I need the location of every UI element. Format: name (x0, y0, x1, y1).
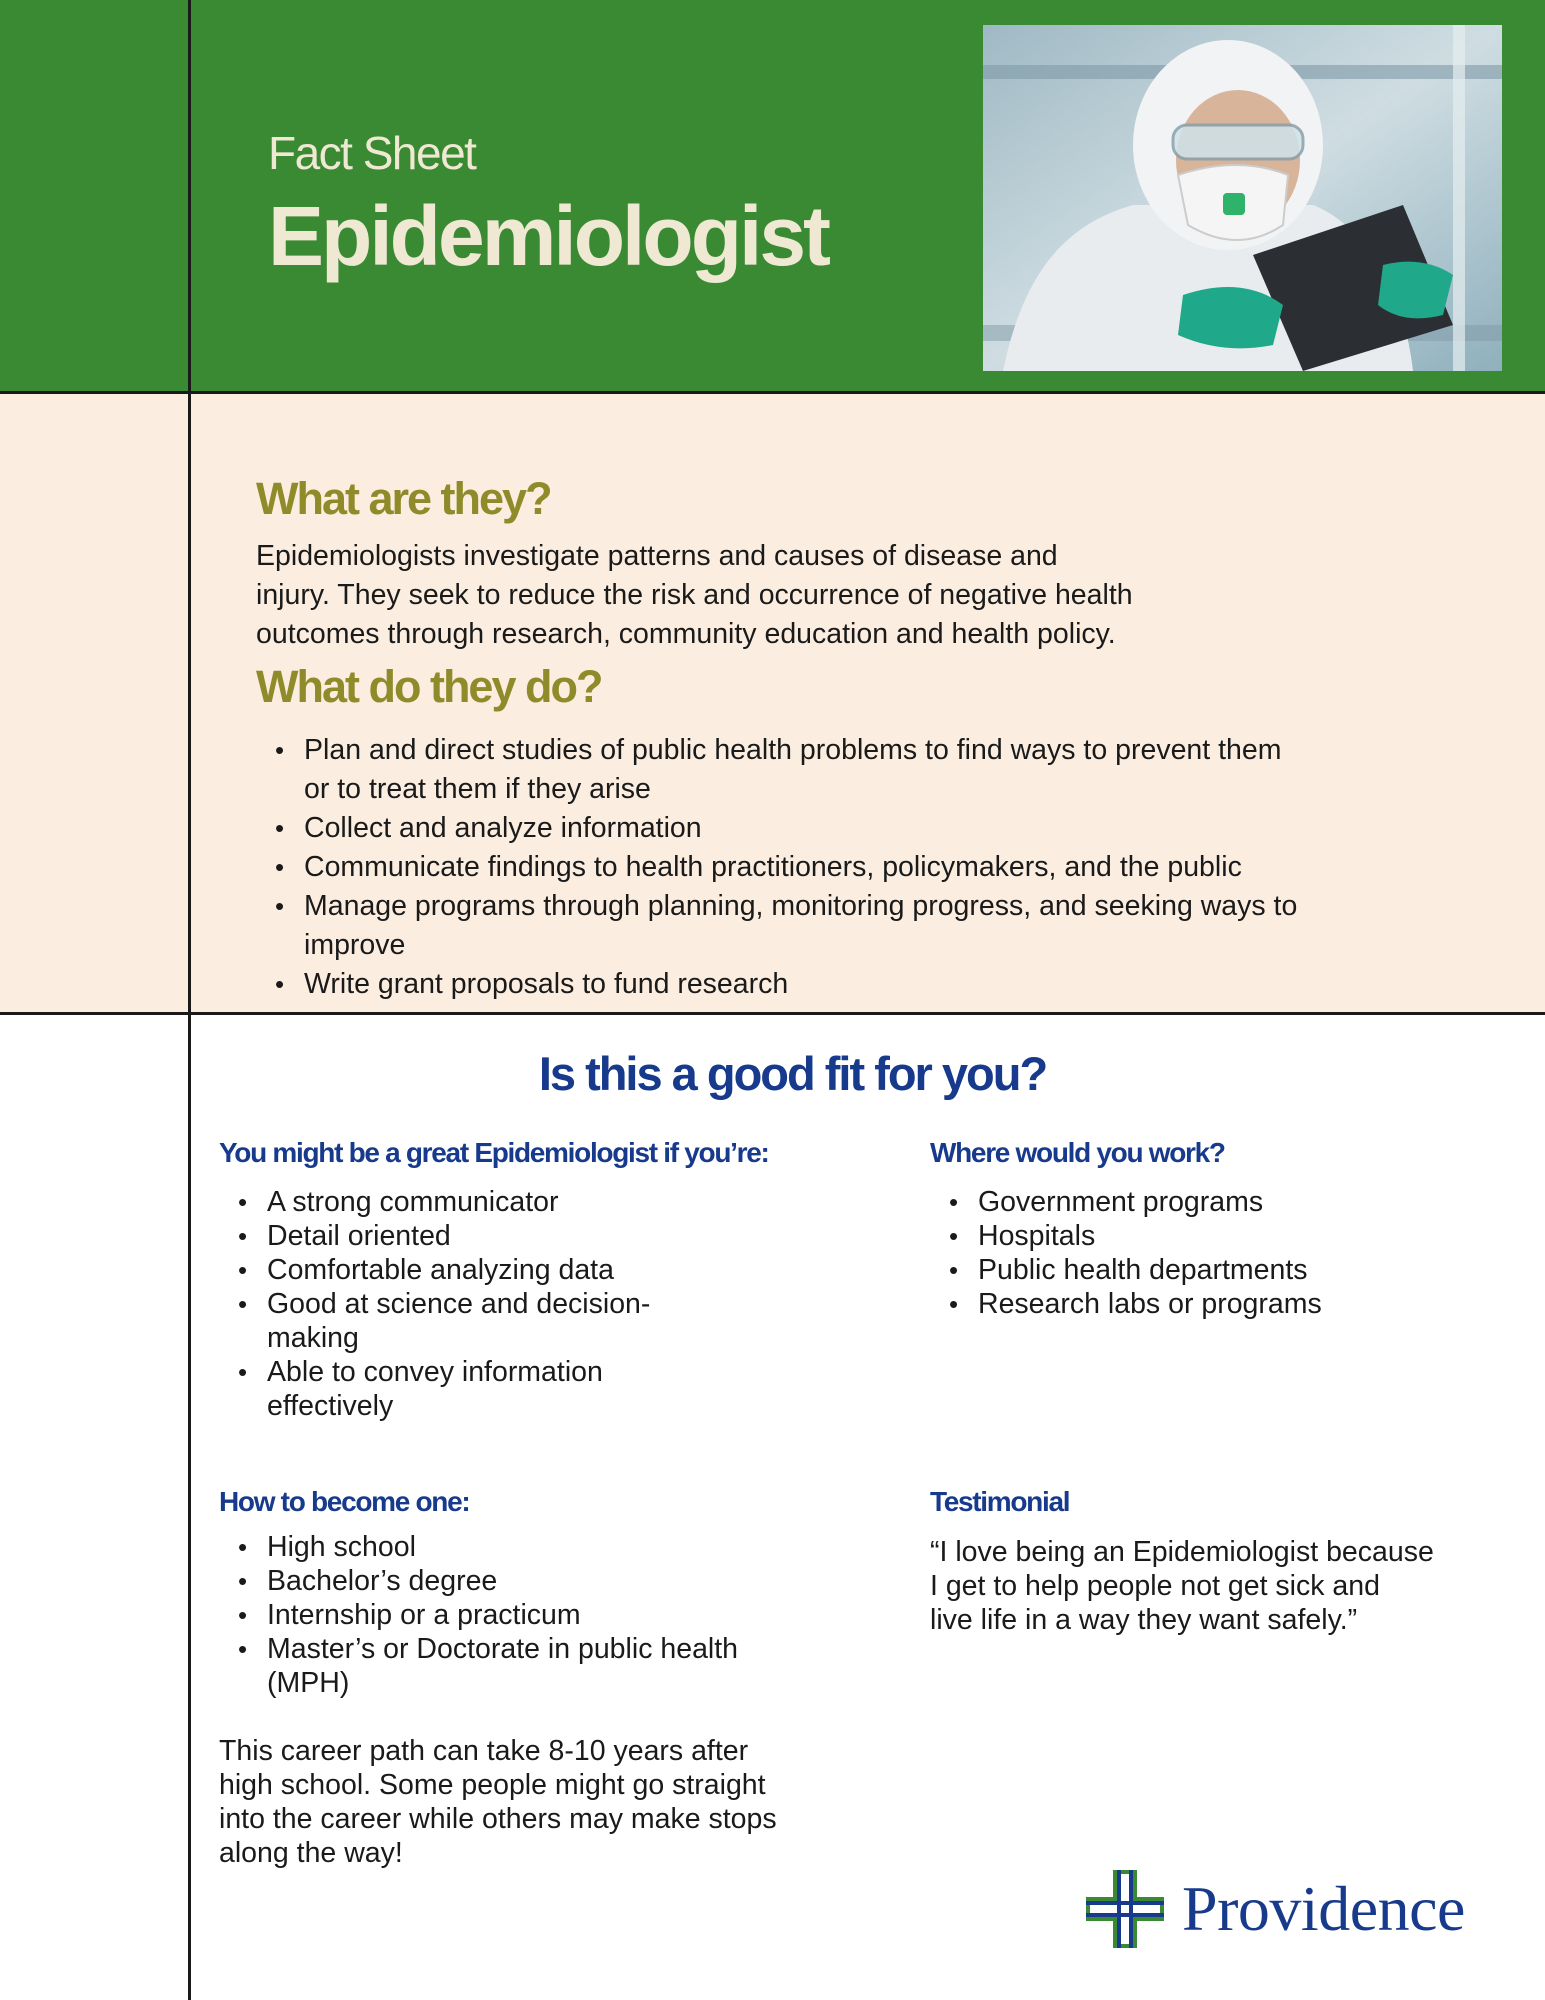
list-item (238, 1287, 747, 1355)
bullet-icon: • (275, 735, 285, 765)
list-item-text: improve (304, 929, 406, 961)
list-item-text: Good at science and decision- (267, 1288, 651, 1320)
note-line: This career path can take 8-10 years after (219, 1735, 749, 1767)
list-item-text: Manage programs through planning, monitoring progress, and seeking ways to (304, 890, 1298, 922)
bullet-icon: • (238, 1357, 248, 1387)
bullet-icon: • (238, 1221, 248, 1251)
fact-sheet-label: Fact Sheet (268, 127, 476, 179)
list-item (275, 848, 1404, 887)
bullet-icon: • (238, 1532, 248, 1562)
list-item-text: High school (267, 1531, 416, 1563)
list-item (238, 1355, 747, 1423)
list-item-text: Write grant proposals to fund research (304, 968, 789, 1000)
list-item (238, 1219, 747, 1253)
list-item-text: (MPH) (267, 1667, 350, 1699)
list-item-text: Plan and direct studies of public health problems to find ways to prevent them (304, 734, 1282, 766)
duties-list (275, 731, 1404, 1004)
photo-illustration (983, 25, 1502, 371)
note-line: along the way! (219, 1837, 403, 1869)
traits-heading: You might be a great Epidemiologist if you’re: (219, 1137, 769, 1168)
bullet-icon: • (275, 813, 285, 843)
testimonial-heading: Testimonial (930, 1486, 1070, 1517)
list-item (949, 1185, 1478, 1219)
path-heading: How to become one: (219, 1486, 470, 1517)
list-item-text: Able to convey information (267, 1356, 603, 1388)
what-do-they-do-heading: What do they do? (256, 661, 602, 712)
path-list (238, 1530, 827, 1700)
list-item-text: Government programs (978, 1186, 1264, 1218)
bullet-icon: • (238, 1566, 248, 1596)
list-item (238, 1253, 747, 1287)
list-item (275, 731, 1404, 809)
list-item-text: Detail oriented (267, 1220, 451, 1252)
bullet-icon: • (275, 969, 285, 999)
list-item (238, 1530, 827, 1564)
description-line: outcomes through research, community education and health policy. (256, 618, 1116, 650)
good-fit-heading: Is this a good fit for you? (538, 1047, 1047, 1100)
bullet-icon: • (238, 1187, 248, 1217)
divider-middle (0, 1012, 1545, 1015)
quote-line: “I love being an Epidemiologist because (930, 1536, 1434, 1568)
career-path-note (219, 1734, 859, 1870)
list-item (275, 887, 1404, 965)
list-item (949, 1287, 1478, 1321)
list-item (238, 1632, 827, 1700)
bullet-icon: • (238, 1600, 248, 1630)
workplaces-heading: Where would you work? (930, 1137, 1225, 1168)
list-item (238, 1564, 827, 1598)
list-item-text: Collect and analyze information (304, 812, 702, 844)
cross-icon (1086, 1870, 1164, 1948)
page-title: Epidemiologist (268, 189, 829, 283)
list-item-text: A strong communicator (267, 1186, 559, 1218)
epidemiologist-photo (983, 25, 1502, 371)
list-item-text: Internship or a practicum (267, 1599, 581, 1631)
bullet-icon: • (238, 1255, 248, 1285)
description-line: Epidemiologists investigate patterns and causes of disease and (256, 540, 1058, 572)
description-line: injury. They seek to reduce the risk and occurrence of negative health (256, 579, 1133, 611)
divider-top (0, 391, 1545, 394)
bullet-icon: • (949, 1221, 959, 1251)
list-item-text: effectively (267, 1390, 394, 1422)
quote-line: live life in a way they want safely.” (930, 1604, 1358, 1636)
bullet-icon: • (275, 852, 285, 882)
list-item-text: Communicate findings to health practitioners, policymakers, and the public (304, 851, 1242, 883)
list-item (275, 965, 1404, 1004)
list-item-text: Public health departments (978, 1254, 1308, 1286)
left-margin-rule (188, 0, 191, 2000)
list-item-text: making (267, 1322, 359, 1354)
testimonial-quote (930, 1535, 1510, 1637)
bullet-icon: • (949, 1289, 959, 1319)
list-item-text: Research labs or programs (978, 1288, 1322, 1320)
note-line: into the career while others may make stops (219, 1803, 777, 1835)
list-item (275, 809, 1404, 848)
list-item-text: Hospitals (978, 1220, 1096, 1252)
bullet-icon: • (275, 891, 285, 921)
bullet-icon: • (949, 1187, 959, 1217)
quote-line: I get to help people not get sick and (930, 1570, 1380, 1602)
list-item-text: Master’s or Doctorate in public health (267, 1633, 739, 1665)
logo-wordmark: Providence (1182, 1873, 1465, 1944)
list-item (238, 1185, 747, 1219)
list-item (949, 1253, 1478, 1287)
what-are-they-heading: What are they? (256, 473, 551, 524)
traits-list (238, 1185, 747, 1423)
list-item (238, 1598, 827, 1632)
bullet-icon: • (238, 1634, 248, 1664)
workplaces-list (949, 1185, 1478, 1321)
what-are-they-description (256, 537, 1256, 654)
list-item-text: Bachelor’s degree (267, 1565, 498, 1597)
list-item (949, 1219, 1478, 1253)
providence-logo (1086, 1870, 1506, 1950)
bullet-icon: • (238, 1289, 248, 1319)
bullet-icon: • (949, 1255, 959, 1285)
list-item-text: or to treat them if they arise (304, 773, 651, 805)
note-line: high school. Some people might go straight (219, 1769, 766, 1801)
list-item-text: Comfortable analyzing data (267, 1254, 614, 1286)
